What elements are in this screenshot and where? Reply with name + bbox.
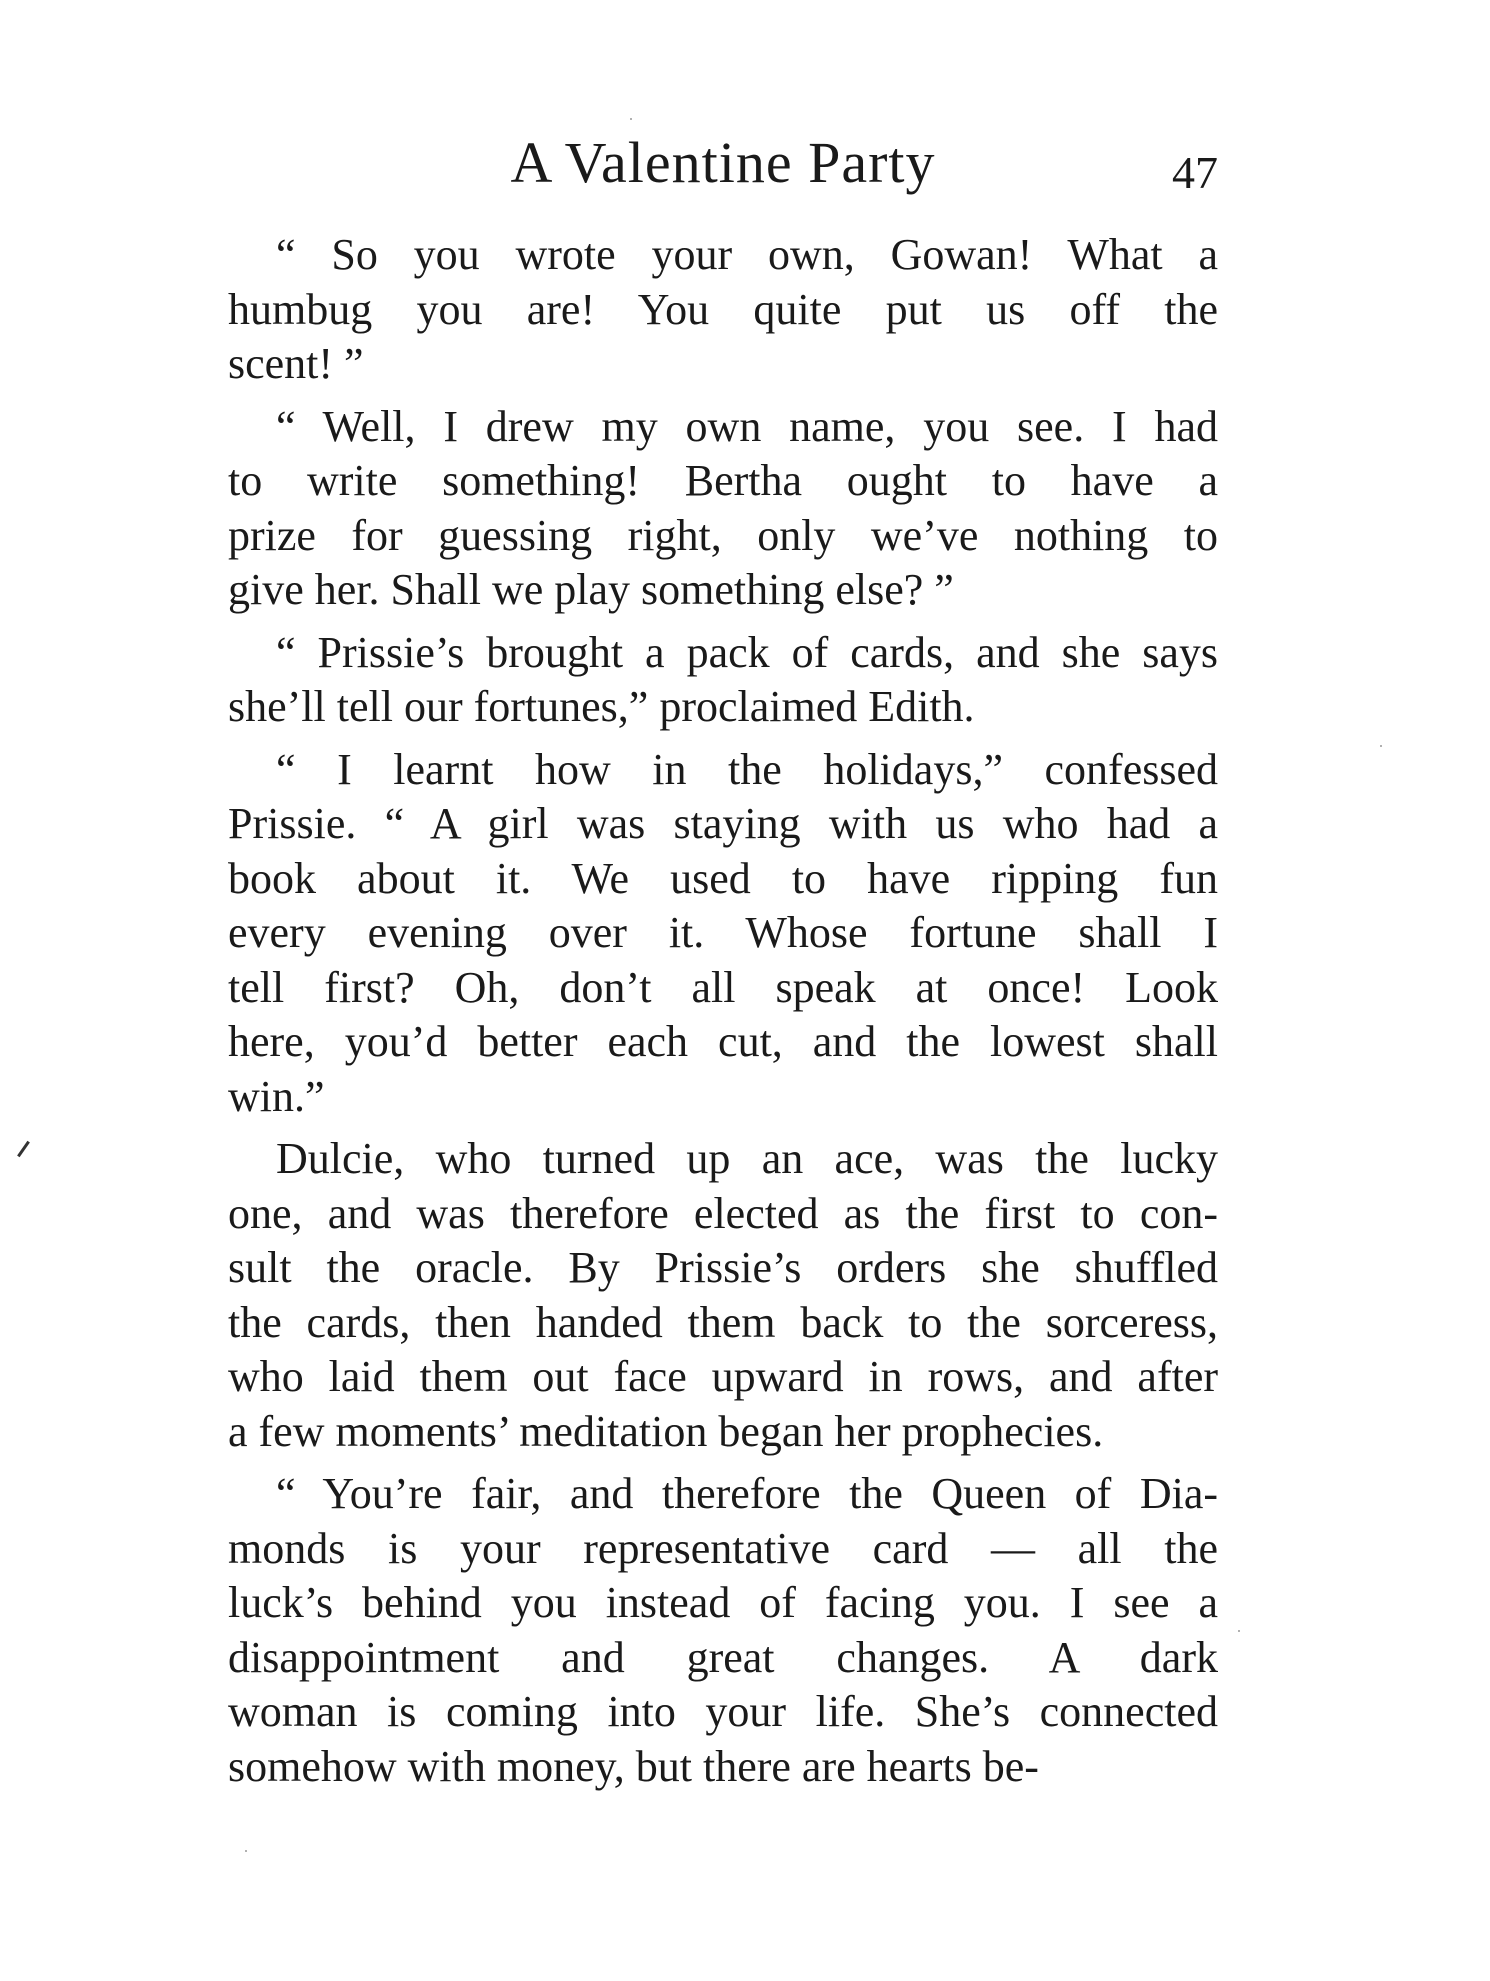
paragraph [228,1132,1218,1459]
text-line: disappointment and great changes. A dark [228,1632,1218,1682]
scan-speck [630,118,632,120]
text-line: prize for guessing right, only we’ve nothing to [228,510,1218,560]
running-title: A Valentine Party [510,130,936,195]
margin-mark [17,1141,30,1157]
text-line: “ Well, I drew my own name, you see. I had [276,401,1218,451]
body-text [228,228,1218,1802]
text-line: “ So you wrote your own, Gowan! What a [276,230,1218,279]
paragraph [228,626,1218,735]
paragraph [228,1467,1218,1794]
text-line: win.” [228,1071,325,1121]
text-line: who laid them out face upward in rows, and after [228,1352,1218,1401]
text-line: somehow with money, but there are hearts be- [228,1741,1039,1791]
text-line: tell first? Oh, don’t all speak at once! Look [228,962,1218,1012]
text-line: scent! ” [228,339,364,388]
text-line: here, you’d better each cut, and the lowest shall [228,1017,1218,1066]
text-line: humbug you are! You quite put us off the [228,284,1218,334]
text-line: woman is coming into your life. She’s connected [228,1687,1218,1736]
text-line: Prissie. “ A girl was staying with us who had a [228,799,1218,848]
paragraph [228,743,1218,1125]
text-line: “ Prissie’s brought a pack of cards, and she says [276,627,1218,677]
scan-speck [1238,1630,1240,1632]
scan-speck [1380,745,1382,747]
text-line: she’ll tell our fortunes,” proclaimed Edith. [228,682,975,731]
text-line: “ I learnt how in the holidays,” confessed [276,744,1218,794]
text-line: give her. Shall we play something else? ” [228,565,954,614]
text-line: book about it. We used to have ripping fun [228,853,1218,903]
page-number: 47 [1172,147,1218,198]
scan-speck [245,1850,247,1852]
text-line: luck’s behind you instead of facing you. I see a [228,1578,1218,1627]
paragraph [228,228,1218,392]
text-line: the cards, then handed them back to the sorceress, [228,1297,1218,1347]
page-header [228,118,1218,208]
text-line: every evening over it. Whose fortune shall I [228,908,1218,957]
text-line: to write something! Bertha ought to have a [228,456,1218,505]
text-line: a few moments’ meditation began her prophecies. [228,1406,1104,1456]
text-line: “ You’re fair, and therefore the Queen of Dia- [276,1469,1218,1518]
paragraph [228,400,1218,618]
text-line: Dulcie, who turned up an ace, was the lucky [276,1134,1218,1183]
text-line: monds is your representative card — all the [228,1523,1218,1573]
text-line: one, and was therefore elected as the first to con- [228,1188,1218,1238]
text-line: sult the oracle. By Prissie’s orders she shuffled [228,1243,1218,1292]
